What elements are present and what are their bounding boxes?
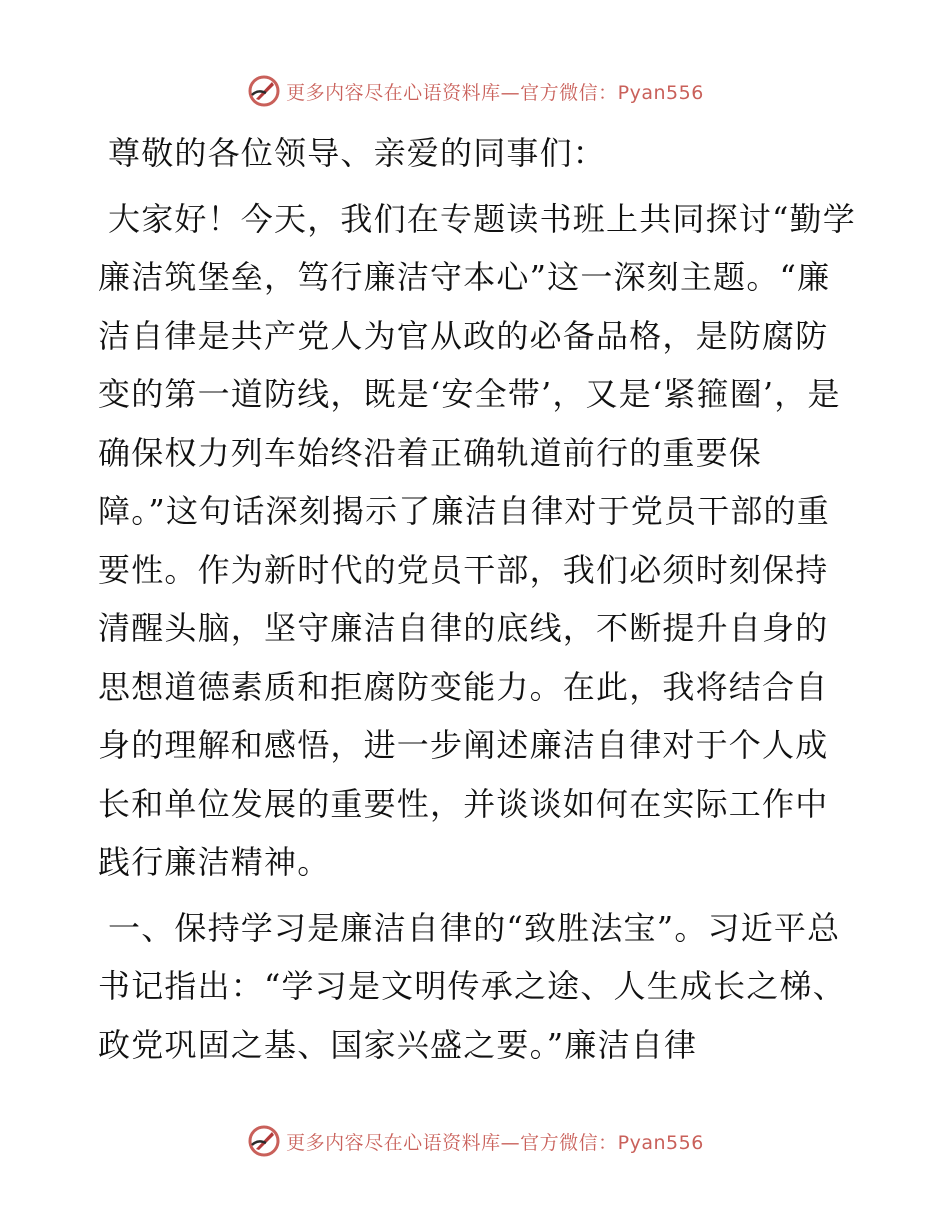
- footer-watermark: [0, 1121, 950, 1161]
- watermark-text: 更多内容尽在心语资料库—官方微信：Pyan556: [286, 1131, 704, 1154]
- paragraph-intro: 大家好！今天，我们在专题读书班上共同探讨“勤学廉洁筑堡垒，笃行廉洁守本心”这一深刻主题。“廉洁自律是共产党人为官从政的必备品格，是防腐防变的第一道防线，既是‘安全带’，又是‘紧箍圈’，是确保权力列车始终沿着正确轨道前行的重要保障。”这句话深刻揭示了廉洁自律对于党员干部的重要性。作为新时代的党员干部，我们必须时刻保持清醒头脑，坚守廉洁自律的底线，不断提升自身的思想道德素质和拒腐防变能力。在此，我将结合自身的理解和感悟，进一步阐述廉洁自律对于个人成长和单位发展的重要性，并谈谈如何在实际工作中践行廉洁精神。: [98, 199, 856, 881]
- quill-seal-icon: [246, 73, 282, 109]
- paragraph-section-one: 一、保持学习是廉洁自律的“致胜法宝”。习近平总书记指出：“学习是文明传承之途、人生成长之梯、政党巩固之基、国家兴盛之要。”廉洁自律: [98, 908, 846, 1064]
- salutation: 尊敬的各位领导、亲爱的同事们：: [108, 134, 607, 172]
- watermark-text: 更多内容尽在心语资料库—官方微信：Pyan556: [286, 81, 704, 104]
- header-watermark: [0, 71, 950, 111]
- document-body: [98, 124, 858, 1074]
- quill-seal-icon: [246, 1123, 282, 1159]
